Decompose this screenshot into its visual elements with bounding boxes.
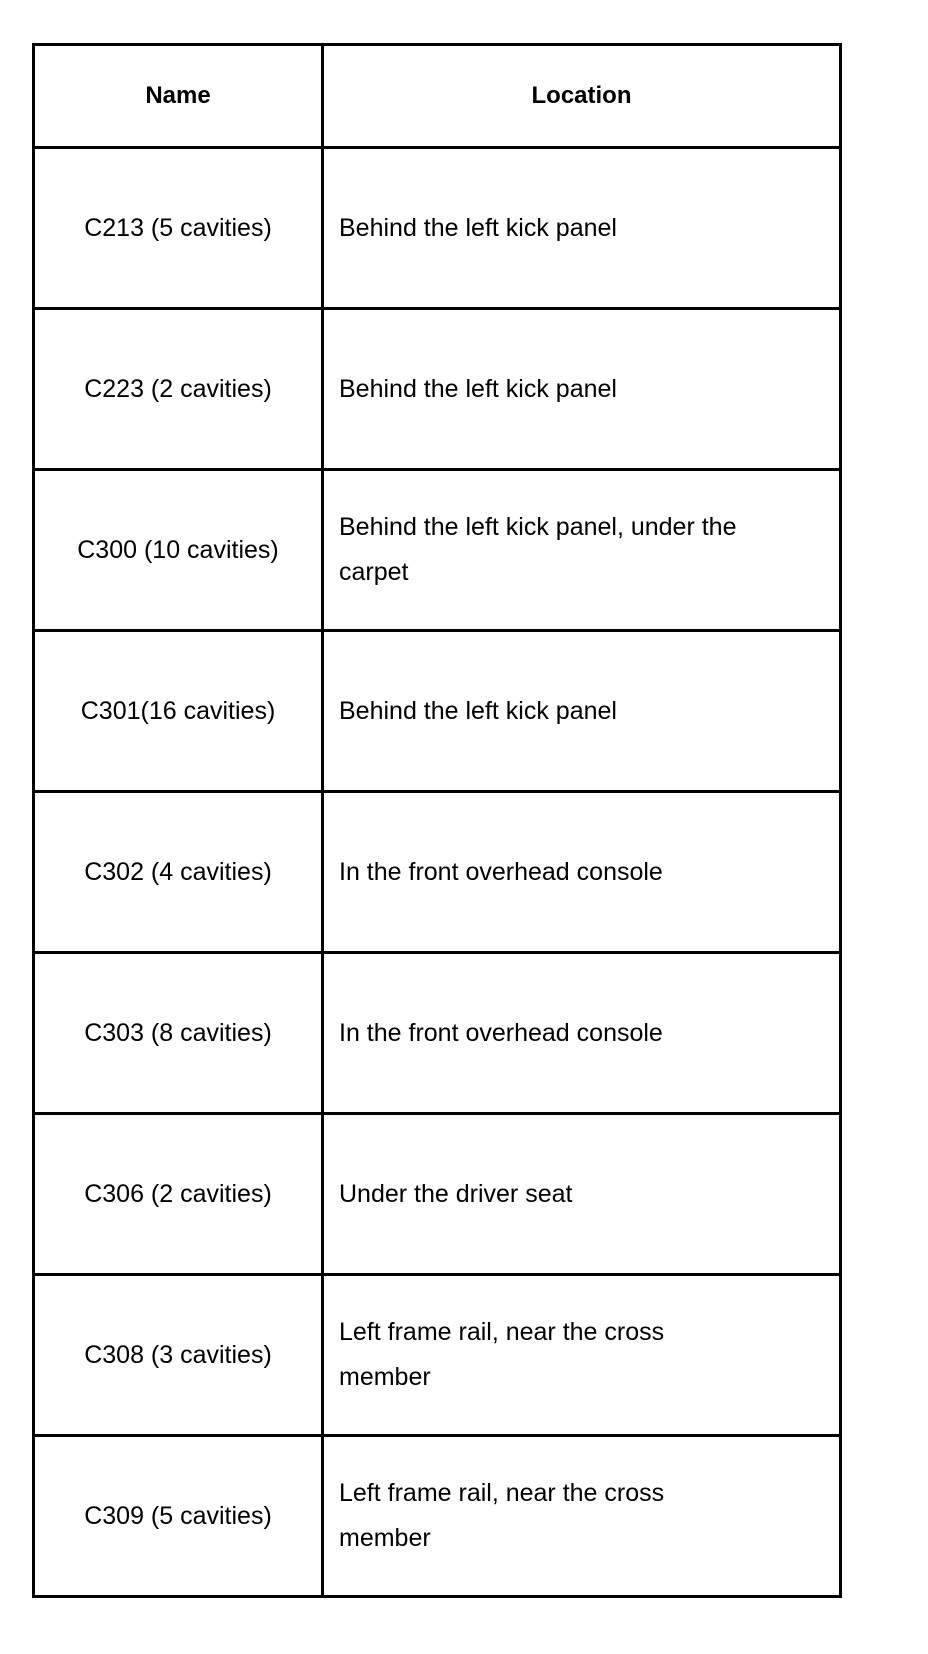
connector-location-cell: Under the driver seat bbox=[323, 1114, 841, 1275]
connector-name-cell: C306 (2 cavities) bbox=[34, 1114, 323, 1275]
table-row bbox=[34, 1114, 841, 1275]
table-header-row bbox=[34, 45, 841, 148]
table-row bbox=[34, 309, 841, 470]
column-header-location: Location bbox=[323, 45, 841, 148]
connector-name-cell: C301(16 cavities) bbox=[34, 631, 323, 792]
connector-location-cell: Behind the left kick panel bbox=[323, 631, 841, 792]
table-row bbox=[34, 953, 841, 1114]
connector-name-cell: C213 (5 cavities) bbox=[34, 148, 323, 309]
table-row bbox=[34, 148, 841, 309]
connector-name-cell: C309 (5 cavities) bbox=[34, 1436, 323, 1597]
column-header-name: Name bbox=[34, 45, 323, 148]
connector-location-table bbox=[32, 43, 842, 1598]
table-row bbox=[34, 1436, 841, 1597]
connector-location-cell: Left frame rail, near the cross member bbox=[323, 1275, 841, 1436]
connector-name-cell: C303 (8 cavities) bbox=[34, 953, 323, 1114]
connector-name-cell: C300 (10 cavities) bbox=[34, 470, 323, 631]
table-row bbox=[34, 470, 841, 631]
table-row bbox=[34, 1275, 841, 1436]
connector-location-cell: Behind the left kick panel bbox=[323, 148, 841, 309]
connector-location-cell: In the front overhead console bbox=[323, 953, 841, 1114]
connector-name-cell: C308 (3 cavities) bbox=[34, 1275, 323, 1436]
connector-location-cell: In the front overhead console bbox=[323, 792, 841, 953]
table-row bbox=[34, 792, 841, 953]
connector-location-cell: Left frame rail, near the cross member bbox=[323, 1436, 841, 1597]
connector-location-cell: Behind the left kick panel bbox=[323, 309, 841, 470]
table-row bbox=[34, 631, 841, 792]
connector-location-cell: Behind the left kick panel, under the carpet bbox=[323, 470, 841, 631]
connector-name-cell: C302 (4 cavities) bbox=[34, 792, 323, 953]
connector-name-cell: C223 (2 cavities) bbox=[34, 309, 323, 470]
